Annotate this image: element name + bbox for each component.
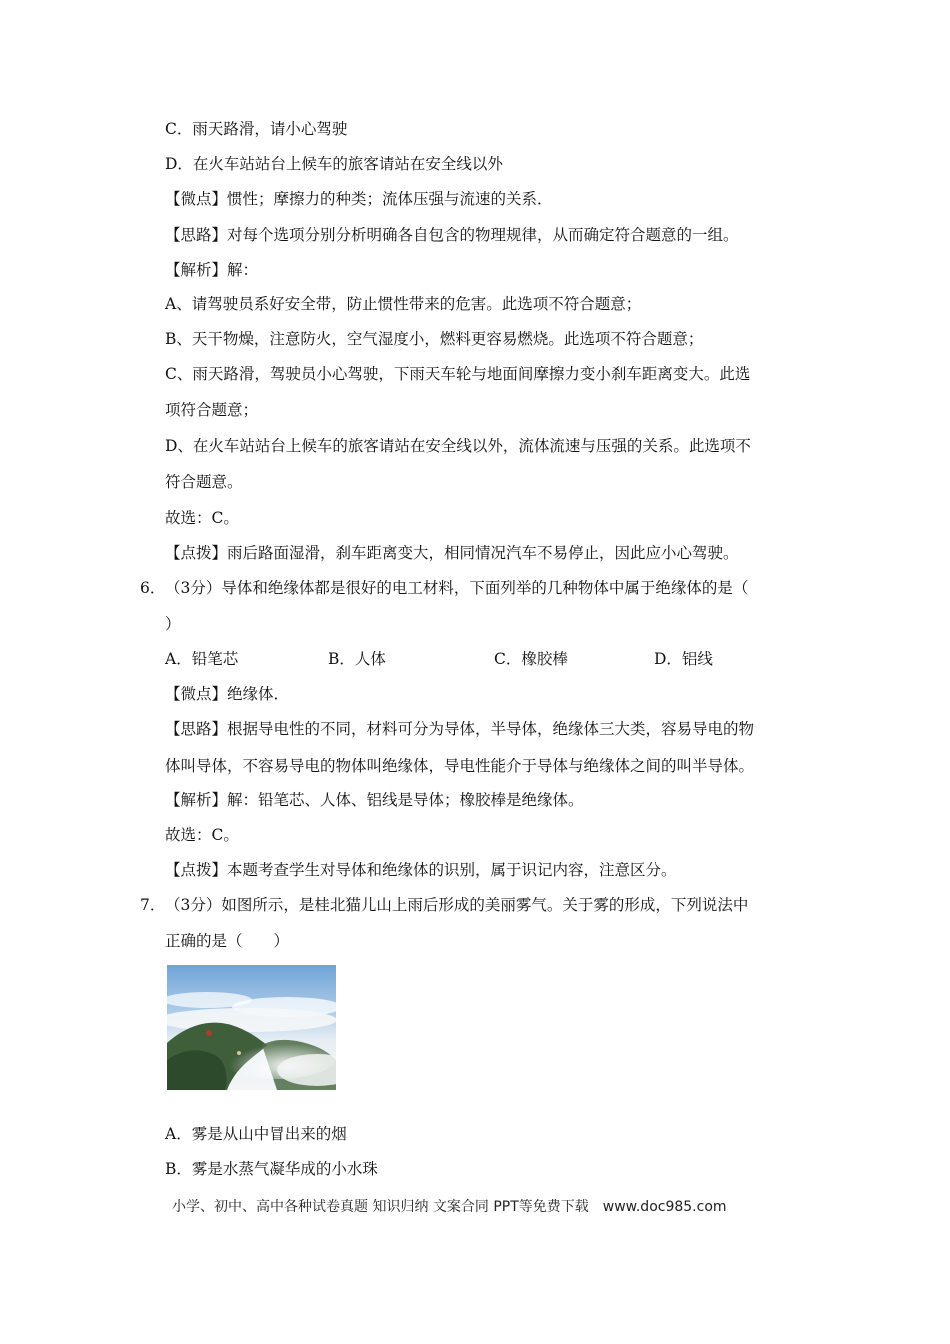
question-7-number: 7． (140, 896, 166, 914)
question-6-stem: （3分）导体和绝缘体都是很好的电工材料，下面列举的几种物体中属于绝缘体的是（ (165, 579, 749, 597)
q6-option-a: A．铅笔芯 (165, 650, 239, 668)
dianbo-text: 【点拨】雨后路面湿滑，刹车距离变大，相同情况汽车不易停止，因此应小心驾驶。 (165, 544, 739, 562)
analysis-d-line1: D、在火车站站台上候车的旅客请站在安全线以外，流体流速与压强的关系。此选项不 (165, 437, 751, 455)
option-d-text: D．在火车站站台上候车的旅客请站在安全线以外 (165, 155, 503, 173)
q7-option-b: B．雾是水蒸气凝华成的小水珠 (165, 1160, 378, 1178)
analysis-c-line2: 项符合题意； (165, 401, 259, 419)
q6-option-c: C．橡胶棒 (494, 650, 568, 668)
q6-option-b: B．人体 (328, 650, 386, 668)
mountain-fog-photo (167, 965, 336, 1090)
analysis-a: A、请驾驶员系好安全带，防止惯性带来的危害。此选项不符合题意； (165, 295, 642, 313)
q7-option-a: A．雾是从山中冒出来的烟 (165, 1125, 347, 1143)
answer-text: 故选：C。 (165, 509, 239, 527)
q6-weidian: 【微点】绝缘体． (165, 685, 290, 703)
analysis-c-line1: C、雨天路滑，驾驶员小心驾驶，下雨天车轮与地面间摩擦力变小刹车距离变大。此选 (165, 365, 751, 383)
q6-jiexi: 【解析】解：铅笔芯、人体、铝线是导体；橡胶棒是绝缘体。 (165, 791, 584, 809)
footer-text: 小学、初中、高中各种试卷真题 知识归纳 文案合同 PPT等免费下载 www.doc985.com (172, 1199, 727, 1215)
question-6-stem-cont: ） (165, 615, 181, 633)
question-7-stem: （3分）如图所示，是桂北猫儿山上雨后形成的美丽雾气。关于雾的形成，下列说法中 (165, 896, 749, 914)
weidian-text: 【微点】惯性；摩擦力的种类；流体压强与流速的关系． (165, 190, 553, 208)
q6-silu-line1: 【思路】根据导电性的不同，材料可分为导体，半导体，绝缘体三大类，容易导电的物 (165, 720, 755, 738)
analysis-d-line2: 符合题意。 (165, 473, 243, 491)
question-6-number: 6． (140, 579, 166, 597)
q6-answer: 故选：C。 (165, 826, 239, 844)
option-c-text: C．雨天路滑，请小心驾驶 (165, 120, 348, 138)
analysis-b: B、天干物燥，注意防火，空气湿度小，燃料更容易燃烧。此选项不符合题意； (165, 330, 704, 348)
q6-silu-line2: 体叫导体，不容易导电的物体叫绝缘体，导电性能介于导体与绝缘体之间的叫半导体。 (165, 757, 755, 775)
question-7-stem-cont: 正确的是（ ） (165, 932, 290, 950)
jiexi-heading: 【解析】解： (165, 261, 259, 279)
q6-option-d: D．铝线 (654, 650, 713, 668)
silu-text: 【思路】对每个选项分别分析明确各自包含的物理规律，从而确定符合题意的一组。 (165, 226, 739, 244)
q6-dianbo: 【点拨】本题考查学生对导体和绝缘体的识别，属于识记内容，注意区分。 (165, 861, 677, 879)
